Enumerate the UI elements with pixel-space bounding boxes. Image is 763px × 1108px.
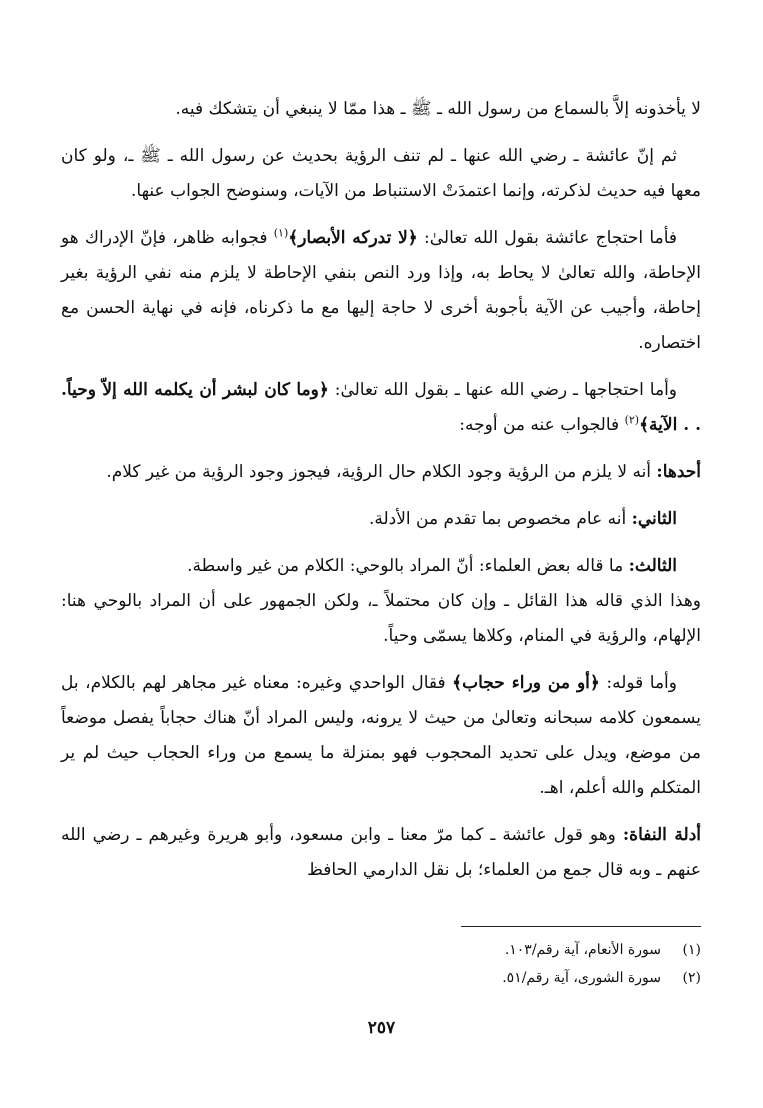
footnote-1 — [61, 936, 701, 964]
point-label: الثاني: — [631, 509, 677, 529]
paragraph-3: فأما احتجاج عائشة بقول الله تعالىٰ: ﴿لا تدركه الأبصار﴾$^{(١)}$ فجوابه ظاهر، فإنّ الإدراك هو الإحاطة، والله تعالىٰ لا يحاط به، وإذا ورد النص بنفي الإحاطة لا يلزم منه نفي الرؤية بغير إحاطة، وأجيب عن الآية بأجوبة أخرى لا حاجة إليها مع ما ذكرناه، فإنه في نهاية الحسن مع اختصاره. — [61, 226, 701, 353]
footnotes — [61, 936, 701, 992]
paragraph-6: الثاني: أنه عام مخصوص بما تقدم من الأدلة. — [368, 509, 677, 529]
point-label: أحدها: — [656, 462, 701, 482]
footnote-ref: (١) — [273, 226, 289, 240]
paragraph-1: لا يأخذونه إلاَّ بالسماع من رسول الله ـ ﷺ ـ هذا ممّا لا ينبغي أن يتشكك فيه. — [175, 99, 701, 119]
paragraph-7: الثالث: ما قاله بعض العلماء: أنّ المراد بالوحي: الكلام من غير واسطة. — [187, 556, 677, 576]
paragraph-4: وأما احتجاجها ـ رضي الله عنها ـ بقول الله تعالىٰ: ﴿وما كان لبشر أن يكلمه الله إلاّ وحياً. . . الآية﴾$^{(٢)}$ فالجواب عنه من أوجه: — [61, 380, 701, 435]
section-label: أدلة النفاة: — [622, 825, 702, 845]
footnote-text: سورة الشورى، آية رقم/٥١. — [502, 970, 661, 986]
quran-quote: ﴿وما كان لبشر أن يكلمه الله إلاّ وحياً. . . الآية﴾ — [61, 380, 701, 435]
footnote-ref: (٢) — [624, 413, 640, 427]
footnote-text: سورة الأنعام، آية رقم/١٠٣. — [504, 942, 661, 958]
footnote-2 — [61, 964, 701, 992]
footnote-number: (٢) — [682, 970, 701, 986]
footnote-number: (١) — [682, 942, 701, 958]
page-number: ٢٥٧ — [367, 1018, 396, 1038]
quran-quote: ﴿لا تدركه الأبصار﴾ — [288, 228, 418, 248]
paragraph-8: وهذا الذي قاله هذا القائل ـ وإن كان محتملاً ـ، ولكن الجمهور على أن المراد بالوحي هنا: الإلهام، والرؤية في المنام، وكلاها يسمّى وحياً. — [61, 591, 701, 646]
paragraph-5: أحدها: أنه لا يلزم من الرؤية وجود الكلام حال الرؤية، فيجوز وجود الرؤية من غير كلام. — [106, 462, 701, 482]
paragraph-2: ثم إنّ عائشة ـ رضي الله عنها ـ لم تنف الرؤية بحديث عن رسول الله ـ ﷺ ـ، ولو كان معها فيه حديث لذكرته، وإنما اعتمدَتْ الاستنباط من الآيات، وسنوضح الجواب عنها. — [61, 146, 701, 201]
footnote-divider — [461, 926, 701, 927]
point-label: الثالث: — [628, 556, 677, 576]
quran-quote: ﴿أو من وراء حجاب﴾ — [452, 673, 600, 693]
paragraph-10: أدلة النفاة: وهو قول عائشة ـ كما مرّ معنا ـ وابن مسعود، وأبو هريرة وغيرهم ـ رضي الله عنهم ـ وبه قال جمع من العلماء؛ بل نقل الدارمي الحافظ — [61, 825, 702, 880]
paragraph-9: وأما قوله: ﴿أو من وراء حجاب﴾ فقال الواحدي وغيره: معناه غير مجاهر لهم بالكلام، بل يسمعون كلامه سبحانه وتعالىٰ من حيث لا يرونه، وليس المراد أنّ هناك حجاباً يفصل موضعاً من موضع، ويدل على تحديد المحجوب فهو بمنزلة ما يسمع من وراء الحجاب حيث لم ير المتكلم والله أعلم، اهـ. — [61, 673, 701, 798]
main-text — [61, 92, 701, 888]
